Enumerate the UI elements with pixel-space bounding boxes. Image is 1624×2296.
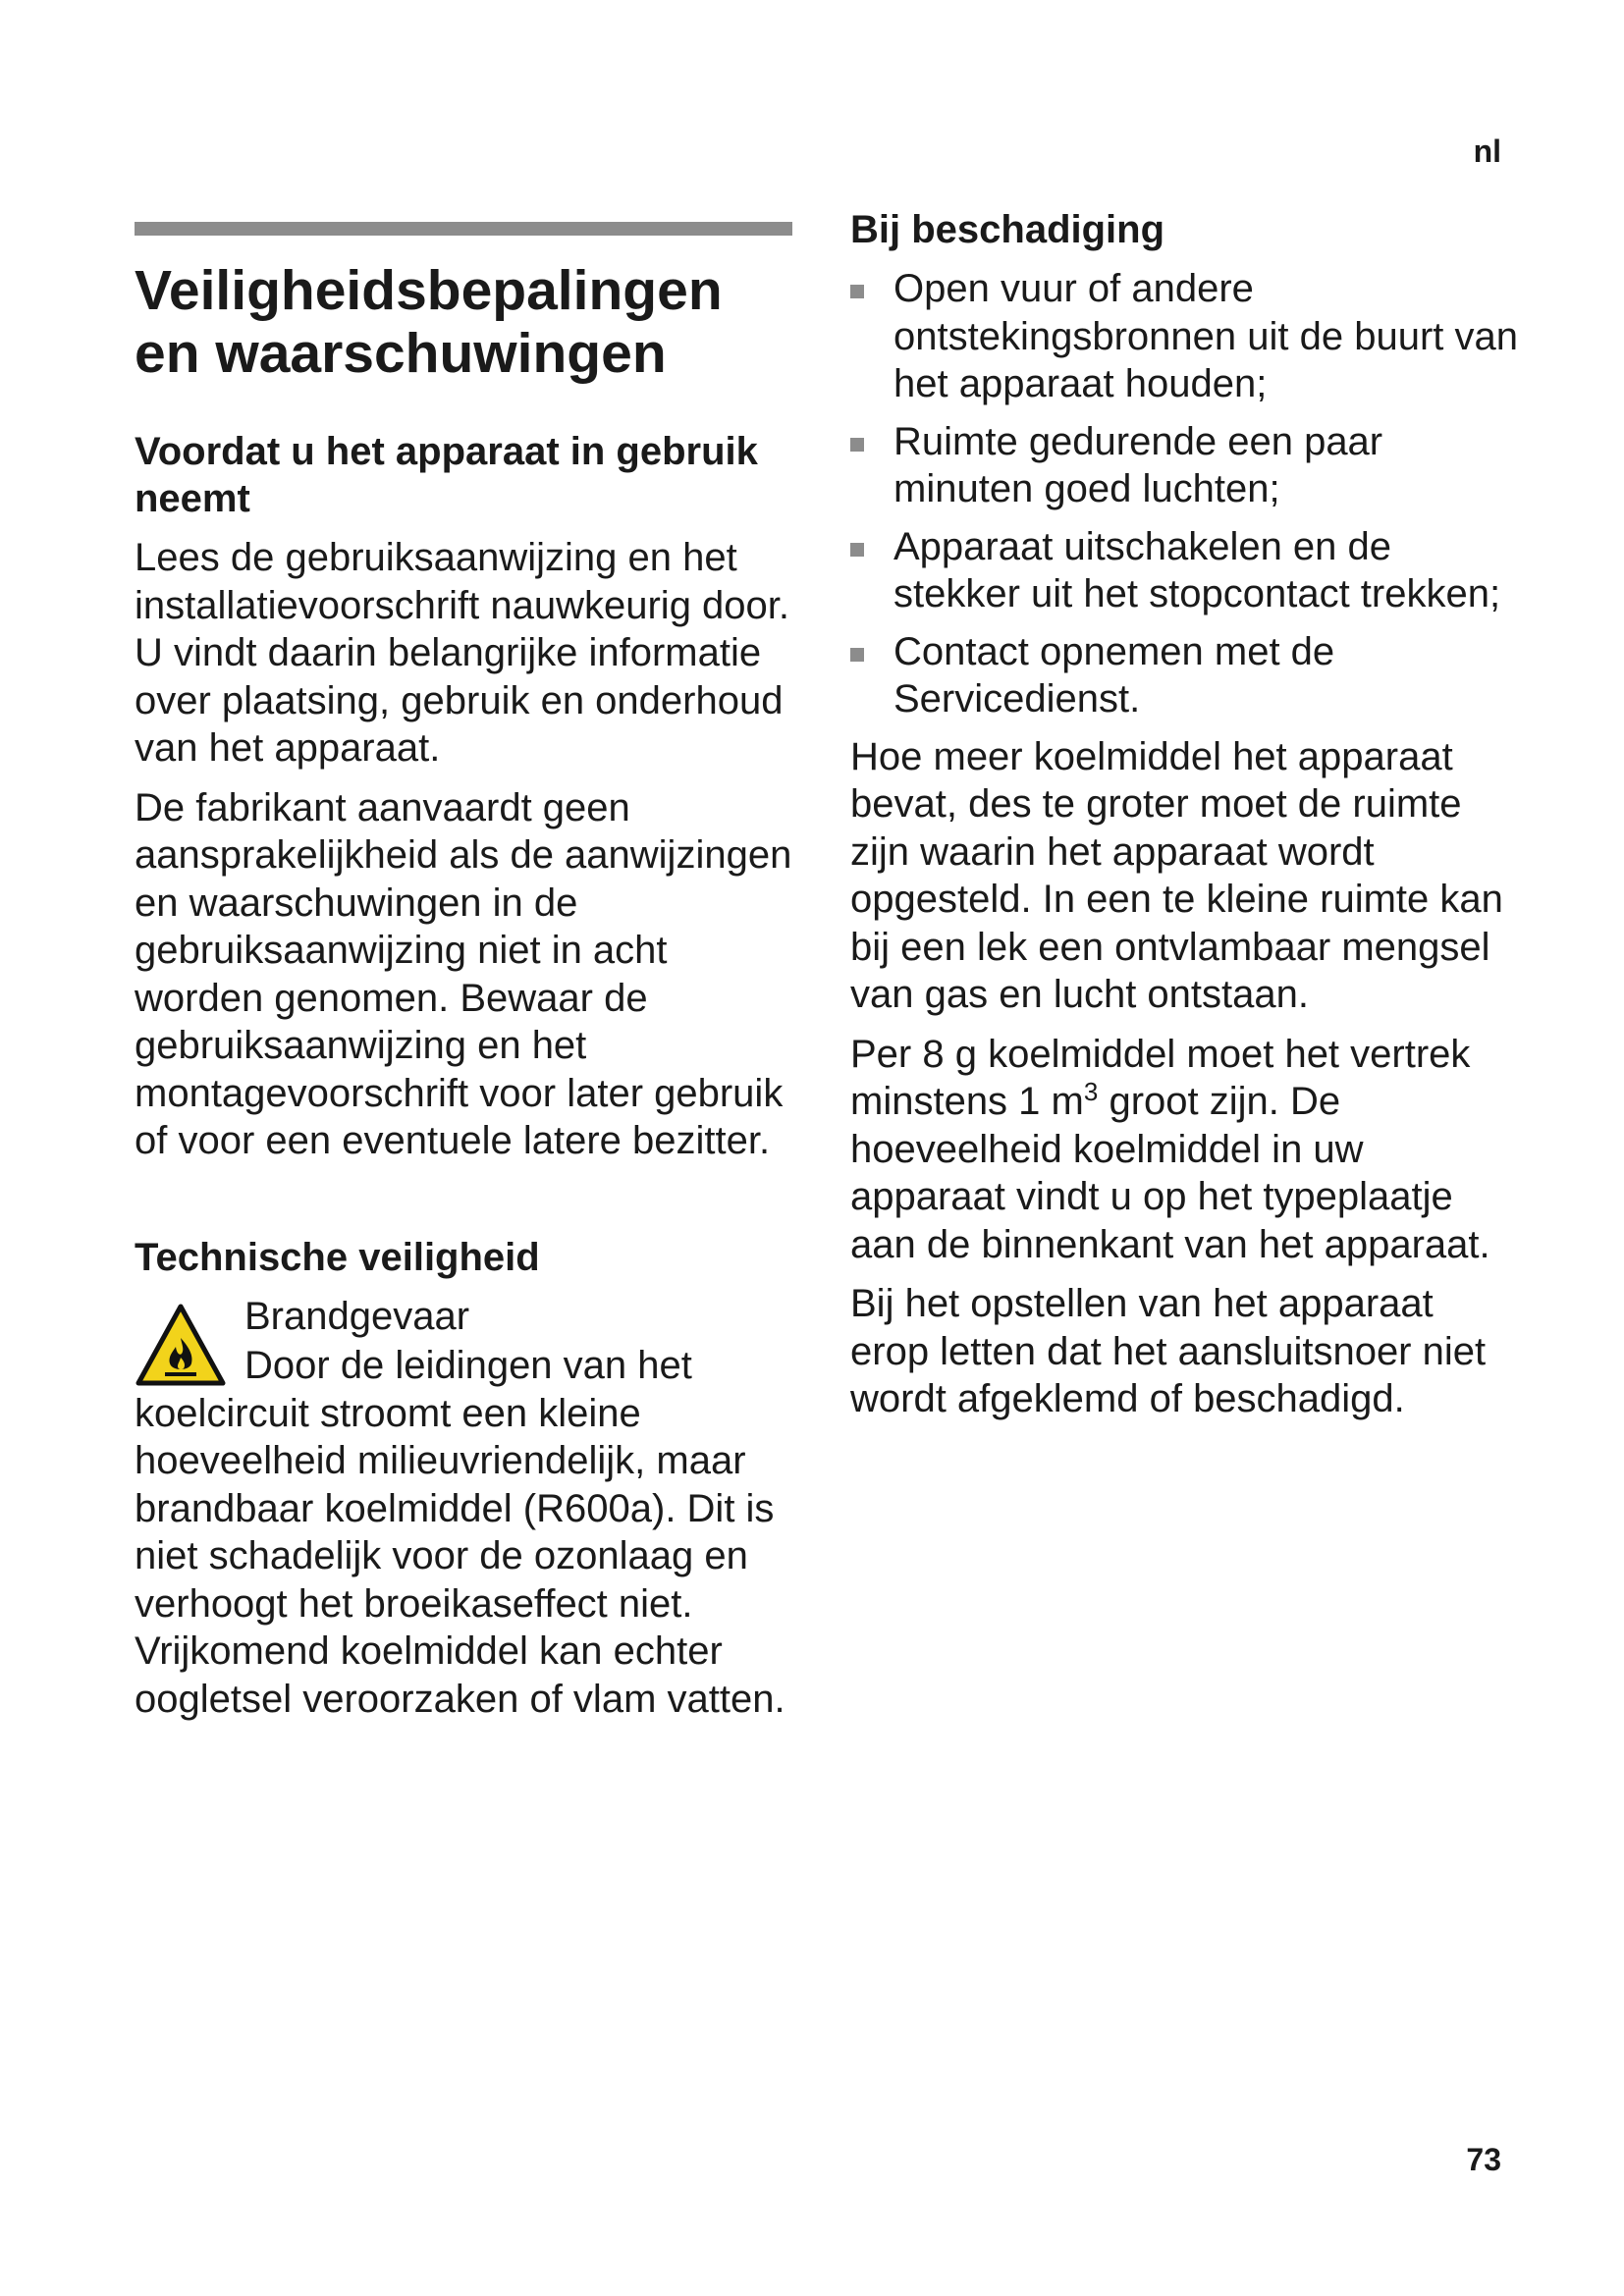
list-item: Apparaat uitschakelen en de stekker uit het stopcontact trekken; <box>850 523 1518 618</box>
warning-text: Door de leidingen van het koelcircuit stroomt een kleine hoeveelheid milieuvriendelijk, maar brandbaar koelmiddel (R600a). Dit is niet schadelijk voor de ozonlaag en verhoogt het broeikaseffect niet. Vrijkomend koelmiddel kan echter oogletsel veroorzaken of vlam vatten. <box>135 1344 785 1721</box>
section-heading-before-use: Voordat u het apparaat in gebruik neemt <box>135 430 758 520</box>
section-heading-damage: Bij beschadiging <box>850 208 1165 251</box>
section-heading-technical-safety: Technische veiligheid <box>135 1235 540 1279</box>
right-column <box>850 206 1518 1435</box>
bullet-square-icon <box>850 543 864 557</box>
paragraph-refrigerant-volume: Per 8 g koelmiddel moet het vertrek minstens 1 $m^3$ groot zijn. De hoeveelheid koelmiddel in uw apparaat vindt u op het typeplaatje aan de binnenkant van het apparaat. <box>850 1032 1490 1266</box>
left-column <box>135 222 792 1735</box>
damage-steps-list <box>850 265 1518 723</box>
paragraph-power-cord: Bij het opstellen van het apparaat erop letten dat het aansluitsnoer niet wordt afgeklemd of beschadigd. <box>850 1282 1487 1420</box>
bullet-square-icon <box>850 438 864 452</box>
paragraph-room-size: Hoe meer koelmiddel het apparaat bevat, des te groter moet de ruimte zijn waarin het apparaat wordt opgesteld. In een te kleine ruimte kan bij een lek een ontvlambaar mengsel van gas en lucht ontstaan. <box>850 734 1503 1016</box>
list-item: Ruimte gedurende een paar minuten goed luchten; <box>850 418 1518 513</box>
list-item: Contact opnemen met de Servicedienst. <box>850 628 1518 723</box>
bullet-square-icon <box>850 285 864 298</box>
fire-warning-block <box>135 1293 792 1724</box>
warning-title: Brandgevaar <box>244 1294 470 1338</box>
language-code: nl <box>1473 133 1501 169</box>
fire-warning-icon <box>135 1303 227 1389</box>
bullet-square-icon <box>850 648 864 662</box>
title-rule <box>135 222 792 236</box>
paragraph-liability: De fabrikant aanvaardt geen aansprakelijkheid als de aanwijzingen en waarschuwingen in de gebruiksaanwijzing niet in acht worden genomen. Bewaar de gebruiksaanwijzing en het montagevoorschrift voor later gebruik of voor een eventuele latere bezitter. <box>135 785 792 1162</box>
page-number: 73 <box>1466 2142 1501 2177</box>
page-title: Veiligheidsbepalingen en waarschuwingen <box>135 259 723 385</box>
list-item: Open vuur of andere ontstekingsbronnen uit de buurt van het apparaat houden; <box>850 265 1518 408</box>
paragraph-read-instructions: Lees de gebruiksaanwijzing en het installatievoorschrift nauwkeurig door. U vindt daarin belangrijke informatie over plaatsing, gebruik en onderhoud van het apparaat. <box>135 536 790 770</box>
